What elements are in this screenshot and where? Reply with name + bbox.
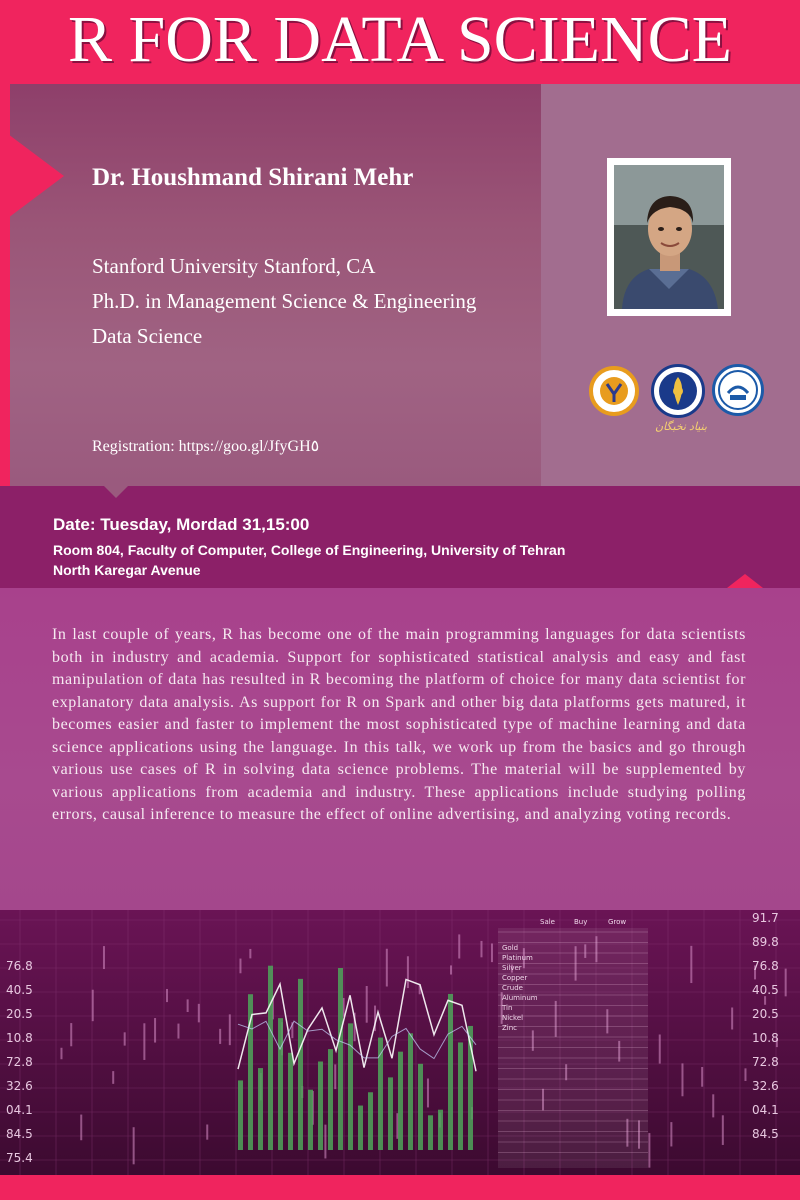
- table-row-label: Nickel: [502, 1014, 524, 1022]
- volume-bar: [418, 1064, 423, 1150]
- volume-bar: [358, 1106, 363, 1150]
- table-row-label: Tin: [502, 1004, 513, 1012]
- volume-bar: [238, 1080, 243, 1150]
- finance-chart-art: [0, 910, 800, 1175]
- finance-background-graphic: [0, 910, 800, 1175]
- volume-bar: [338, 968, 343, 1150]
- axis-tick-label: 10.8: [6, 1031, 33, 1045]
- speaker-photo: [614, 165, 724, 309]
- axis-tick-label: 89.8: [752, 935, 779, 949]
- axis-tick-label: 20.5: [752, 1007, 779, 1021]
- axis-tick-label: 84.5: [6, 1127, 33, 1141]
- axis-tick-label: 76.8: [752, 959, 779, 973]
- table-row-label: Platinum: [502, 954, 533, 962]
- university-logo-icon: [589, 366, 639, 416]
- volume-bar: [268, 966, 273, 1150]
- table-header: Buy: [574, 918, 588, 926]
- volume-bar: [288, 1053, 293, 1150]
- axis-tick-label: 32.6: [752, 1079, 779, 1093]
- axis-tick-label: 91.7: [752, 911, 779, 925]
- speaker-name: Dr. Houshmand Shirani Mehr: [92, 164, 414, 191]
- registration-link[interactable]: Registration: https://goo.gl/JfyGH٥: [92, 438, 320, 455]
- volume-bar: [348, 1023, 353, 1150]
- elites-foundation-logo-icon: [651, 364, 705, 418]
- volume-bar: [308, 1090, 313, 1150]
- table-row-label: Gold: [502, 944, 519, 952]
- footer-bar: [0, 1175, 800, 1200]
- axis-tick-label: 76.8: [6, 959, 33, 973]
- axis-tick-label: 75.4: [6, 1151, 33, 1165]
- axis-tick-label: 72.8: [6, 1055, 33, 1069]
- volume-bar: [278, 1018, 283, 1150]
- accent-arrow: [0, 128, 64, 224]
- table-header: Grow: [608, 918, 627, 926]
- event-location: Room 804, Faculty of Computer, College of Engineering, University of Tehran: [53, 542, 566, 558]
- axis-tick-label: 72.8: [752, 1055, 779, 1069]
- volume-bar: [438, 1110, 443, 1150]
- table-header: Sale: [540, 918, 555, 926]
- axis-tick-label: 32.6: [6, 1079, 33, 1093]
- volume-bar: [318, 1061, 323, 1150]
- speaker-panel: [0, 84, 541, 486]
- volume-bar: [388, 1077, 393, 1150]
- axis-tick-label: 84.5: [752, 1127, 779, 1141]
- volume-bar: [328, 1049, 333, 1150]
- logo-caption: بنیاد نخبگان: [655, 421, 707, 433]
- event-address: North Karegar Avenue: [53, 562, 201, 578]
- volume-bar: [368, 1092, 373, 1150]
- volume-bar: [408, 1033, 413, 1150]
- band-notch: [104, 486, 128, 498]
- affiliation-line: Data Science: [92, 324, 203, 348]
- axis-tick-label: 20.5: [6, 1007, 33, 1021]
- axis-tick-label: 04.1: [752, 1103, 779, 1117]
- axis-tick-label: 40.5: [6, 983, 33, 997]
- event-date: Date: Tuesday, Mordad 31,15:00: [53, 515, 310, 534]
- table-row-label: Crude: [502, 984, 523, 992]
- axis-tick-label: 40.5: [752, 983, 779, 997]
- table-row-label: Copper: [502, 974, 528, 982]
- axis-tick-label: 04.1: [6, 1103, 33, 1117]
- table-row-label: Zinc: [502, 1024, 518, 1032]
- accent-triangle: [727, 574, 763, 588]
- affiliation-line: Ph.D. in Management Science & Engineering: [92, 289, 477, 313]
- poster-title: R FOR DATA SCIENCE: [68, 3, 732, 76]
- table-row-label: Silver: [502, 964, 522, 972]
- volume-bar: [258, 1068, 263, 1150]
- tehran-university-logo-icon: [712, 364, 764, 416]
- axis-tick-label: 10.8: [752, 1031, 779, 1045]
- volume-bar: [398, 1052, 403, 1150]
- volume-bar: [428, 1115, 433, 1150]
- volume-bar: [298, 979, 303, 1150]
- volume-bar: [458, 1042, 463, 1150]
- affiliation-line: Stanford University Stanford, CA: [92, 254, 376, 278]
- table-row-label: Aluminum: [502, 994, 538, 1002]
- abstract-text: In last couple of years, R has become one of the main programming languages for data scientists both in industry and academia. Support for sophisticated statistical analysis and easy and fast manipulation of data has resulted in R becoming the platform of choice for many data scientist for explanatory data analysis. As support for R on Spark and other big data platforms gets matured, it becomes easier and faster to implement the most sophisticated type of machine learning and data science applications using the language. In this talk, we work up from the basics and go through various use cases of R in solving data science problems. The material will be supplemented by various applications from academia and industry. These applications include studying polling errors, causal inference to measure the effect of online advertising, and analyzing voting records.: [52, 626, 746, 823]
- volume-bar: [448, 994, 453, 1150]
